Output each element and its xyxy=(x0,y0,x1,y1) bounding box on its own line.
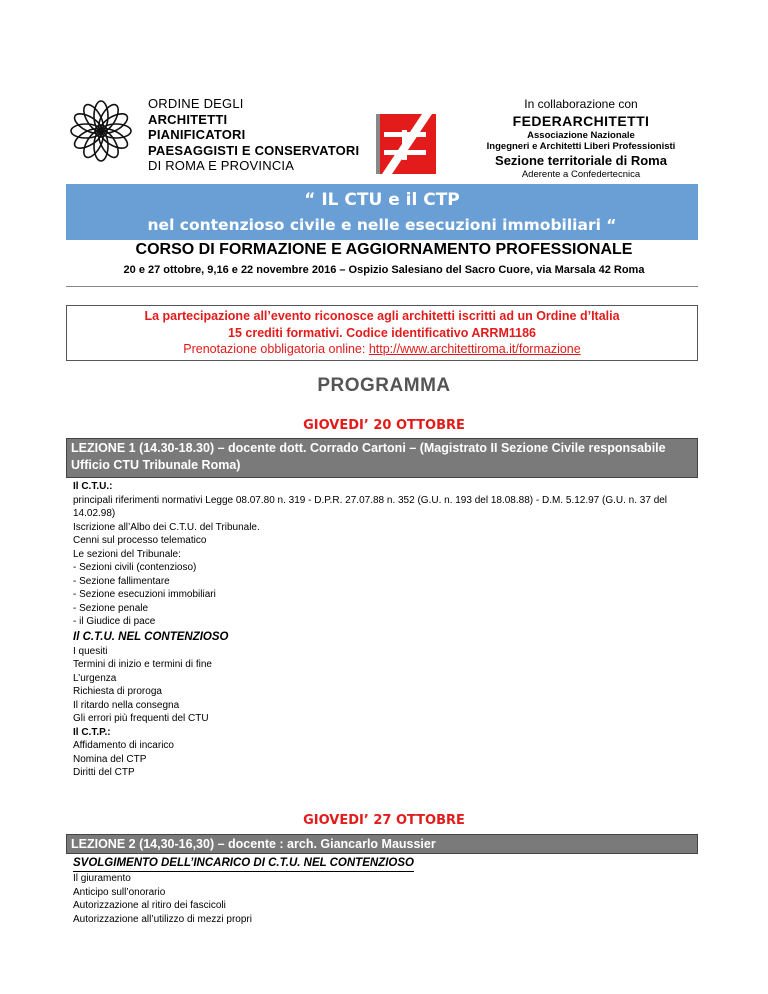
list-item: Anticipo sull’onorario xyxy=(73,886,166,898)
list-item: - Sezione esecuzioni immobiliari xyxy=(73,589,216,600)
list-item: Iscrizione all’Albo dei C.T.U. del Tribunale. xyxy=(73,521,260,533)
collab-name: FEDERARCHITETTI xyxy=(512,113,650,129)
svolgimento-heading xyxy=(73,855,698,872)
order-line: DI ROMA E PROVINCIA xyxy=(148,158,295,174)
divider xyxy=(66,286,698,287)
credits-line-3 xyxy=(67,341,697,358)
list-item: Diritti del CTP xyxy=(73,767,135,778)
list-item: L’urgenza xyxy=(73,672,117,684)
list-item: - Sezione fallimentare xyxy=(73,575,170,587)
collaboration-block xyxy=(462,96,700,181)
day2-title: GIOVEDI’ 27 OTTOBRE xyxy=(303,813,465,828)
list-item: - il Giudice di pace xyxy=(73,616,156,627)
programma-heading: PROGRAMMA xyxy=(317,375,451,396)
collab-member: Aderente a Confedertecnica xyxy=(521,169,641,180)
day1-title: GIOVEDI’ 20 OTTOBRE xyxy=(303,418,465,433)
collab-assoc: Associazione Nazionale xyxy=(527,130,635,141)
lesson1-bar: LEZIONE 1 (14.30-18.30) – docente dott. Corrado Cartoni – (Magistrato II Sezione Civile responsabile Ufficio CTU Tribunale Roma) xyxy=(66,438,698,478)
list-item: Richiesta di proroga xyxy=(73,686,162,697)
collab-section: Sezione territoriale di Roma xyxy=(495,153,667,168)
lesson2-bar: LEZIONE 2 (14,30-16,30) – docente : arch. Giancarlo Maussier xyxy=(66,834,698,854)
list-item: Le sezioni del Tribunale: xyxy=(73,548,181,560)
list-item: Termini di inizio e termini di fine xyxy=(73,659,212,670)
list-item: Nomina del CTP xyxy=(73,753,147,765)
booking-link[interactable]: http://www.architettiroma.it/formazione xyxy=(368,342,581,356)
order-name xyxy=(148,96,359,174)
title-line-1: “ IL CTU e il CTP xyxy=(304,190,460,210)
list-item: - Sezione penale xyxy=(73,602,149,614)
list-item: I quesiti xyxy=(73,645,108,657)
credits-line-2: 15 crediti formativi. Codice identificativo ARRM1186 xyxy=(228,325,536,340)
title-band xyxy=(66,184,698,240)
order-line: PIANIFICATORI xyxy=(148,127,246,143)
list-item: Affidamento di incarico xyxy=(73,740,174,751)
list-item: - Sezioni civili (contenzioso) xyxy=(73,562,197,573)
list-item: Il giuramento xyxy=(73,873,131,884)
list-item: Autorizzazione all’utilizzo di mezzi propri xyxy=(73,913,252,925)
course-dates: 20 e 27 ottobre, 9,16 e 22 novembre 2016 – Ospizio Salesiano del Sacro Cuore, via Marsala 42 Roma xyxy=(123,264,645,276)
collab-intro: In collaborazione con xyxy=(524,97,638,111)
credits-line-1: La partecipazione all’evento riconosce agli architetti iscritti ad un Ordine d’Italia xyxy=(144,309,620,323)
collab-assoc2: Ingegneri e Architetti Liberi Professionisti xyxy=(486,141,676,152)
list-item: Cenni sul processo telematico xyxy=(73,535,207,546)
order-logo-icon xyxy=(66,96,136,166)
list-item: principali riferimenti normativi Legge 08.07.80 n. 319 - D.P.R. 27.07.88 n. 352 (G.U. n. 193 del 18.08.88) - D.M. 5.12.97 (G.U. n. 37 del 14.02.98) xyxy=(73,494,668,519)
svolgimento-heading-text: SVOLGIMENTO DELL’INCARICO DI C.T.U. NEL CONTENZIOSO xyxy=(73,855,414,872)
ctu-heading: Il C.T.U.: xyxy=(73,481,113,492)
lesson1-content xyxy=(73,480,698,780)
federarchitetti-logo-icon xyxy=(372,112,438,176)
list-item: Il ritardo nella consegna xyxy=(73,699,180,711)
list-item: Gli errori più frequenti del CTU xyxy=(73,713,209,724)
ctp-heading: Il C.T.P.: xyxy=(73,726,111,738)
contenzioso-heading: Il C.T.U. NEL CONTENZIOSO xyxy=(73,630,229,643)
order-line: PAESAGGISTI E CONSERVATORI xyxy=(148,142,360,158)
title-line-2: nel contenzioso civile e nelle esecuzioni immobiliari “ xyxy=(147,216,617,234)
booking-label: Prenotazione obbligatoria online: xyxy=(183,342,369,356)
order-line: ORDINE DEGLI xyxy=(148,96,244,111)
lesson2-content xyxy=(73,855,698,926)
course-title: CORSO DI FORMAZIONE E AGGIORNAMENTO PROFESSIONALE xyxy=(135,241,633,258)
credits-box xyxy=(66,305,698,361)
list-item: Autorizzazione al ritiro dei fascicoli xyxy=(73,900,226,911)
order-line: ARCHITETTI xyxy=(148,111,228,127)
